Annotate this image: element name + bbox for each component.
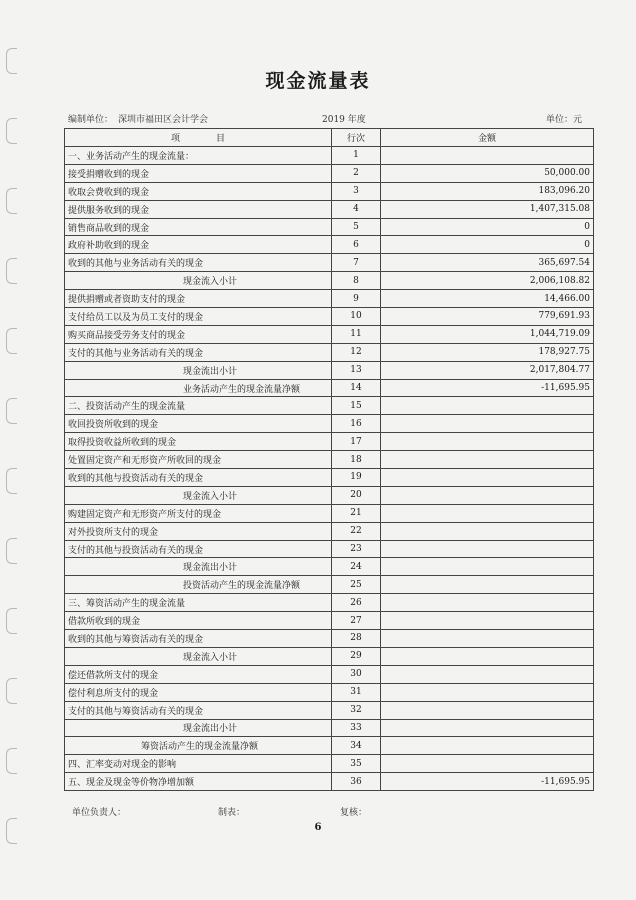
table-row xyxy=(65,433,594,451)
row-amount xyxy=(381,147,594,165)
row-item: 收回投资所收到的现金 xyxy=(65,415,332,433)
row-item: 现金流入小计 xyxy=(65,486,332,504)
row-item: 提供捐赠或者资助支付的现金 xyxy=(65,290,332,308)
row-item: 二、投资活动产生的现金流量 xyxy=(65,397,332,415)
row-amount xyxy=(381,647,594,665)
row-amount xyxy=(381,540,594,558)
table-row xyxy=(65,147,594,165)
table-row xyxy=(65,486,594,504)
row-item: 支付的其他与筹资活动有关的现金 xyxy=(65,701,332,719)
row-line-no: 1 xyxy=(332,147,381,165)
table-row xyxy=(65,665,594,683)
table-row xyxy=(65,379,594,397)
binding-hole xyxy=(6,398,17,424)
table-row xyxy=(65,236,594,254)
table-row xyxy=(65,683,594,701)
table-row xyxy=(65,773,594,791)
row-amount: 2,006,108.82 xyxy=(381,272,594,290)
row-item: 收取会费收到的现金 xyxy=(65,182,332,200)
row-amount: -11,695.95 xyxy=(381,379,594,397)
row-line-no: 17 xyxy=(332,433,381,451)
binding-hole xyxy=(6,678,17,704)
row-line-no: 33 xyxy=(332,719,381,737)
row-amount: 0 xyxy=(381,236,594,254)
row-line-no: 14 xyxy=(332,379,381,397)
binding-holes xyxy=(0,0,22,900)
row-item: 筹资活动产生的现金流量净额 xyxy=(65,737,332,755)
binding-hole xyxy=(6,608,17,634)
row-amount: 1,044,719.09 xyxy=(381,325,594,343)
table-row xyxy=(65,522,594,540)
row-item: 收到的其他与投资活动有关的现金 xyxy=(65,469,332,487)
table-row xyxy=(65,719,594,737)
table-row xyxy=(65,612,594,630)
row-amount xyxy=(381,415,594,433)
row-line-no: 30 xyxy=(332,665,381,683)
table-row xyxy=(65,200,594,218)
row-line-no: 4 xyxy=(332,200,381,218)
row-line-no: 36 xyxy=(332,773,381,791)
table-row xyxy=(65,504,594,522)
row-item: 支付的其他与投资活动有关的现金 xyxy=(65,540,332,558)
table-row xyxy=(65,343,594,361)
row-item: 现金流出小计 xyxy=(65,558,332,576)
footer-reviewer: 复核： xyxy=(340,808,368,818)
row-line-no: 6 xyxy=(332,236,381,254)
row-item: 偿付利息所支付的现金 xyxy=(65,683,332,701)
row-line-no: 29 xyxy=(332,647,381,665)
report-year: 2019 年度 xyxy=(322,115,366,125)
row-item: 四、汇率变动对现金的影响 xyxy=(65,755,332,773)
row-amount xyxy=(381,451,594,469)
row-line-no: 16 xyxy=(332,415,381,433)
row-item: 接受捐赠收到的现金 xyxy=(65,164,332,182)
row-item: 一、业务活动产生的现金流量： xyxy=(65,147,332,165)
row-line-no: 11 xyxy=(332,325,381,343)
row-item: 业务活动产生的现金流量净额 xyxy=(65,379,332,397)
row-line-no: 15 xyxy=(332,397,381,415)
table-row xyxy=(65,308,594,326)
row-amount xyxy=(381,576,594,594)
row-line-no: 18 xyxy=(332,451,381,469)
row-line-no: 7 xyxy=(332,254,381,272)
table-row xyxy=(65,325,594,343)
currency-unit: 单位：元 xyxy=(546,115,583,125)
row-amount xyxy=(381,397,594,415)
row-amount xyxy=(381,433,594,451)
cash-flow-table xyxy=(64,128,594,791)
row-amount xyxy=(381,683,594,701)
table-row xyxy=(65,415,594,433)
table-header-row xyxy=(65,129,594,147)
table-row xyxy=(65,290,594,308)
row-item: 支付的其他与业务活动有关的现金 xyxy=(65,343,332,361)
row-line-no: 19 xyxy=(332,469,381,487)
row-line-no: 9 xyxy=(332,290,381,308)
row-line-no: 12 xyxy=(332,343,381,361)
row-line-no: 25 xyxy=(332,576,381,594)
row-item: 现金流入小计 xyxy=(65,647,332,665)
page-number: 6 xyxy=(314,822,322,833)
row-item: 取得投资收益所收到的现金 xyxy=(65,433,332,451)
table-row xyxy=(65,630,594,648)
table-row xyxy=(65,469,594,487)
row-line-no: 23 xyxy=(332,540,381,558)
row-line-no: 3 xyxy=(332,182,381,200)
footer-preparer: 制表： xyxy=(218,808,246,818)
table-row xyxy=(65,540,594,558)
row-amount: 365,697.54 xyxy=(381,254,594,272)
org-label: 编制单位： xyxy=(68,115,114,125)
binding-hole xyxy=(6,538,17,564)
row-amount xyxy=(381,558,594,576)
row-item: 收到的其他与筹资活动有关的现金 xyxy=(65,630,332,648)
row-line-no: 27 xyxy=(332,612,381,630)
table-row xyxy=(65,576,594,594)
table-row xyxy=(65,361,594,379)
row-line-no: 26 xyxy=(332,594,381,612)
row-item: 现金流出小计 xyxy=(65,719,332,737)
row-line-no: 28 xyxy=(332,630,381,648)
org-name: 深圳市福田区会计学会 xyxy=(118,115,209,125)
header-amount: 金额 xyxy=(381,129,594,147)
row-amount xyxy=(381,522,594,540)
table-row xyxy=(65,755,594,773)
header-item: 项 目 xyxy=(65,129,332,147)
row-line-no: 21 xyxy=(332,504,381,522)
row-line-no: 22 xyxy=(332,522,381,540)
row-amount xyxy=(381,630,594,648)
row-amount xyxy=(381,612,594,630)
row-item: 现金流出小计 xyxy=(65,361,332,379)
row-item: 三、筹资活动产生的现金流量 xyxy=(65,594,332,612)
binding-hole xyxy=(6,468,17,494)
table-row xyxy=(65,164,594,182)
table-row xyxy=(65,647,594,665)
row-item: 购买商品接受劳务支付的现金 xyxy=(65,325,332,343)
table-row xyxy=(65,218,594,236)
row-amount: 183,096.20 xyxy=(381,182,594,200)
row-amount xyxy=(381,594,594,612)
row-amount: 178,927.75 xyxy=(381,343,594,361)
row-amount xyxy=(381,737,594,755)
row-amount: 2,017,804.77 xyxy=(381,361,594,379)
row-line-no: 24 xyxy=(332,558,381,576)
row-item: 政府补助收到的现金 xyxy=(65,236,332,254)
row-amount: -11,695.95 xyxy=(381,773,594,791)
row-amount xyxy=(381,665,594,683)
footer-leader: 单位负责人： xyxy=(72,808,127,818)
row-item: 销售商品收到的现金 xyxy=(65,218,332,236)
row-amount: 0 xyxy=(381,218,594,236)
row-amount xyxy=(381,486,594,504)
row-amount xyxy=(381,719,594,737)
row-line-no: 35 xyxy=(332,755,381,773)
page-title: 现金流量表 xyxy=(265,70,371,92)
row-amount: 1,407,315.08 xyxy=(381,200,594,218)
row-item: 处置固定资产和无形资产所收回的现金 xyxy=(65,451,332,469)
row-line-no: 20 xyxy=(332,486,381,504)
row-line-no: 8 xyxy=(332,272,381,290)
row-line-no: 5 xyxy=(332,218,381,236)
row-amount xyxy=(381,504,594,522)
row-item: 借款所收到的现金 xyxy=(65,612,332,630)
table-row xyxy=(65,451,594,469)
row-amount xyxy=(381,701,594,719)
row-item: 购建固定资产和无形资产所支付的现金 xyxy=(65,504,332,522)
row-amount: 779,691.93 xyxy=(381,308,594,326)
table-row xyxy=(65,182,594,200)
row-line-no: 31 xyxy=(332,683,381,701)
binding-hole xyxy=(6,748,17,774)
table-row xyxy=(65,701,594,719)
row-item: 投资活动产生的现金流量净额 xyxy=(65,576,332,594)
table-row xyxy=(65,254,594,272)
row-line-no: 32 xyxy=(332,701,381,719)
row-line-no: 34 xyxy=(332,737,381,755)
header-line-no: 行次 xyxy=(332,129,381,147)
row-amount xyxy=(381,469,594,487)
row-amount xyxy=(381,755,594,773)
row-line-no: 2 xyxy=(332,164,381,182)
row-line-no: 13 xyxy=(332,361,381,379)
row-item: 支付给员工以及为员工支付的现金 xyxy=(65,308,332,326)
row-item: 偿还借款所支付的现金 xyxy=(65,665,332,683)
binding-hole xyxy=(6,118,17,144)
table-row xyxy=(65,272,594,290)
table-row xyxy=(65,397,594,415)
row-line-no: 10 xyxy=(332,308,381,326)
row-item: 提供服务收到的现金 xyxy=(65,200,332,218)
row-amount: 14,466.00 xyxy=(381,290,594,308)
table-row xyxy=(65,594,594,612)
table-row xyxy=(65,737,594,755)
row-item: 对外投资所支付的现金 xyxy=(65,522,332,540)
binding-hole xyxy=(6,258,17,284)
binding-hole xyxy=(6,328,17,354)
row-item: 现金流入小计 xyxy=(65,272,332,290)
row-item: 五、现金及现金等价物净增加额 xyxy=(65,773,332,791)
binding-hole xyxy=(6,188,17,214)
row-amount: 50,000.00 xyxy=(381,164,594,182)
table-row xyxy=(65,558,594,576)
row-item: 收到的其他与业务活动有关的现金 xyxy=(65,254,332,272)
